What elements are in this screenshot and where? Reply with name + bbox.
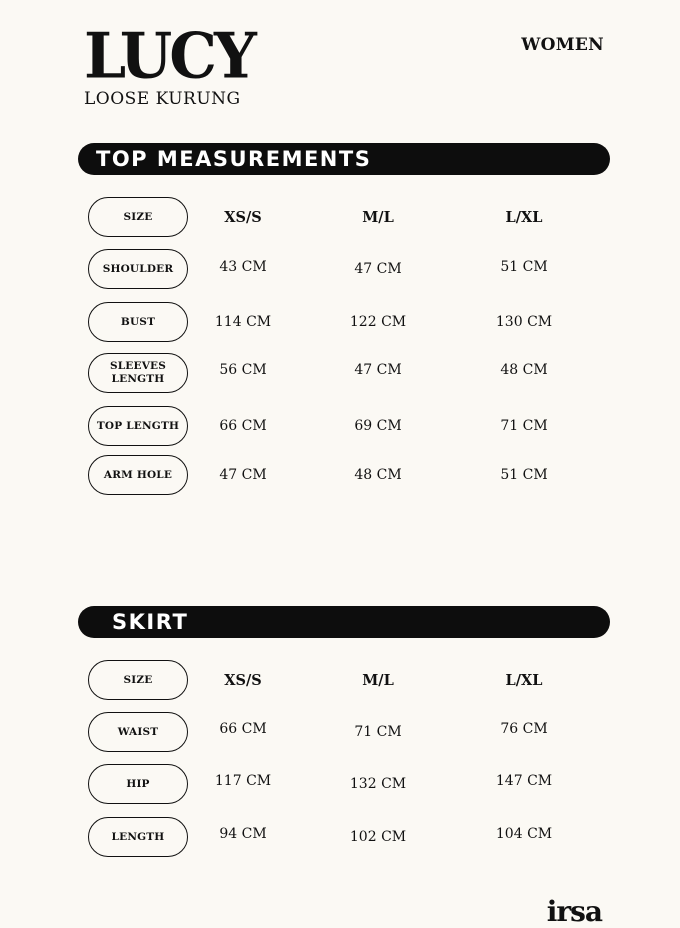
- measurement-value: 147 CM: [495, 773, 553, 789]
- measurement-value: 47 CM: [219, 467, 267, 483]
- table-row: [0, 406, 680, 446]
- measurement-value: 76 CM: [500, 721, 548, 737]
- measurement-value: 66 CM: [219, 418, 267, 434]
- measurement-value: 56 CM: [219, 362, 267, 378]
- measurement-value: 71 CM: [500, 418, 548, 434]
- measurement-value: 66 CM: [219, 721, 267, 737]
- measurement-label-pill: HIP: [88, 764, 188, 804]
- table-row: [0, 817, 680, 857]
- measurement-value: 43 CM: [219, 259, 267, 275]
- table-row: [0, 764, 680, 804]
- measurement-label-pill: ARM HOLE: [88, 455, 188, 495]
- measurement-value: 117 CM: [214, 773, 272, 789]
- measurement-value: 48 CM: [354, 467, 402, 483]
- size-header: M/L: [362, 671, 394, 689]
- measurement-value: 51 CM: [500, 467, 548, 483]
- table-row: [0, 249, 680, 289]
- measurement-value: 130 CM: [495, 314, 553, 330]
- size-header: M/L: [362, 208, 394, 226]
- measurement-value: 102 CM: [349, 829, 407, 845]
- measurement-label-pill: WAIST: [88, 712, 188, 752]
- measurement-value: 51 CM: [500, 259, 548, 275]
- size-header: L/XL: [505, 208, 543, 226]
- table-row: [0, 353, 680, 393]
- table-row: [0, 302, 680, 342]
- measurement-label-pill: SLEEVES LENGTH: [88, 353, 188, 393]
- product-type: LOOSE KURUNG: [84, 89, 241, 109]
- size-header: XS/S: [224, 671, 262, 689]
- measurement-value: 47 CM: [354, 261, 402, 277]
- top-measurements-banner: [78, 143, 610, 175]
- measurement-value: 132 CM: [349, 776, 407, 792]
- measurement-value: 47 CM: [354, 362, 402, 378]
- size-header: XS/S: [224, 208, 262, 226]
- size-label-pill: SIZE: [88, 197, 188, 237]
- measurement-value: 48 CM: [500, 362, 548, 378]
- category-label: WOMEN: [521, 35, 604, 55]
- measurement-value: 114 CM: [214, 314, 272, 330]
- skirt-heading: SKIRT: [112, 610, 189, 634]
- skirt-banner: [78, 606, 610, 638]
- measurement-value: 104 CM: [495, 826, 553, 842]
- top-size-header-row: [0, 197, 680, 237]
- measurement-label-pill: LENGTH: [88, 817, 188, 857]
- measurement-label-pill: BUST: [88, 302, 188, 342]
- measurement-label-pill: SHOULDER: [88, 249, 188, 289]
- table-row: [0, 455, 680, 495]
- table-row: [0, 712, 680, 752]
- brand-logo: irsa: [546, 895, 602, 928]
- measurement-value: 94 CM: [219, 826, 267, 842]
- top-measurements-heading: TOP MEASUREMENTS: [96, 147, 372, 171]
- skirt-size-header-row: [0, 660, 680, 700]
- size-header: L/XL: [505, 671, 543, 689]
- measurement-value: 71 CM: [354, 724, 402, 740]
- measurement-value: 122 CM: [349, 314, 407, 330]
- measurement-label-pill: TOP LENGTH: [88, 406, 188, 446]
- size-label-pill: SIZE: [88, 660, 188, 700]
- measurement-value: 69 CM: [354, 418, 402, 434]
- product-name: LUCY: [84, 19, 254, 94]
